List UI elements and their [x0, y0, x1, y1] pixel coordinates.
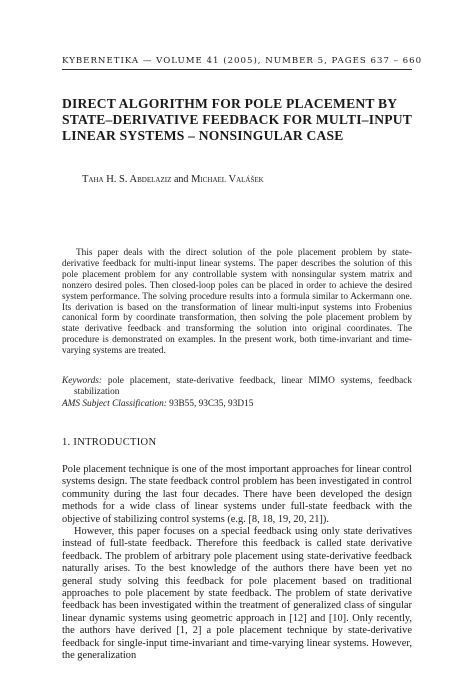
ams-text: 93B55, 93C35, 93D15 — [169, 399, 254, 409]
authors-and: and — [173, 174, 189, 185]
title-line: DIRECT ALGORITHM FOR POLE PLACEMENT BY — [62, 96, 398, 111]
keywords-text: pole placement, state-derivative feedback, linear MIMO systems, feedback stabilization — [74, 376, 413, 397]
authors — [82, 174, 264, 185]
keywords — [62, 376, 412, 398]
title-line: LINEAR SYSTEMS – NONSINGULAR CASE — [62, 128, 344, 143]
body-paragraph: Pole placement technique is one of the most important approaches for linear control systems design. The state feedback control problem has been investigated in control community during the last four decades. There have been developed the design methods for a wide class of linear systems under full-state feedback with the objective of stabilizing control systems (e.g. [8, 18, 19, 20, 21]). — [62, 464, 412, 525]
section-heading: 1. INTRODUCTION — [62, 437, 157, 448]
author-second: Michael Valášek — [191, 174, 264, 185]
ams-classification — [62, 399, 412, 410]
keywords-label: Keywords: — [62, 376, 102, 386]
body-text — [62, 464, 412, 663]
header-rule — [62, 69, 412, 70]
title-line: STATE–DERIVATIVE FEEDBACK FOR MULTI–INPUT — [62, 112, 412, 127]
ams-label: AMS Subject Classification: — [62, 399, 167, 409]
journal-header: KYBERNETIKA — VOLUME 41 (2005), NUMBER 5, PAGES 637 – 660 — [62, 56, 423, 66]
abstract: This paper deals with the direct solution of the pole placement problem by state-derivative feedback for multi-input linear systems. The paper describes the solution of this pole placement problem for any controllable system with nonsingular system matrix and nonzero desired poles. Then closed-loop poles can be placed in order to achieve the desired system performance. The solving procedure results into a formula similar to Ackermann one. Its derivation is based on the transformation of linear multi-input systems into Frobenius canonical form by coordinate transformation, then solving the pole placement problem by state derivative feedback and transforming the solution into original coordinates. The procedure is demonstrated on examples. In the present work, both time-invariant and time-varying systems are treated. — [62, 248, 412, 357]
author-first: Taha H. S. Abdelaziz — [82, 174, 172, 185]
paper-title — [62, 96, 422, 144]
body-paragraph: However, this paper focuses on a special feedback using only state derivatives instead of full-state feedback. Therefore this feedback is called state derivative feedback. The problem of arbitrary pole placement using state-derivative feedback naturally arises. To the best knowledge of the authors there have been yet no general study solving this feedback for pole placement based on traditional approaches to pole placement by state feedback. The problem of state derivative feedback has been investigated within the treatment of generalized class of singular linear dynamic systems using geometric approach in [12] and [10]. Only recently, the authors have derived [1, 2] a pole placement technique by state-derivative feedback for single-input time-invariant and time-varying linear systems. However, the generalization — [62, 526, 412, 662]
